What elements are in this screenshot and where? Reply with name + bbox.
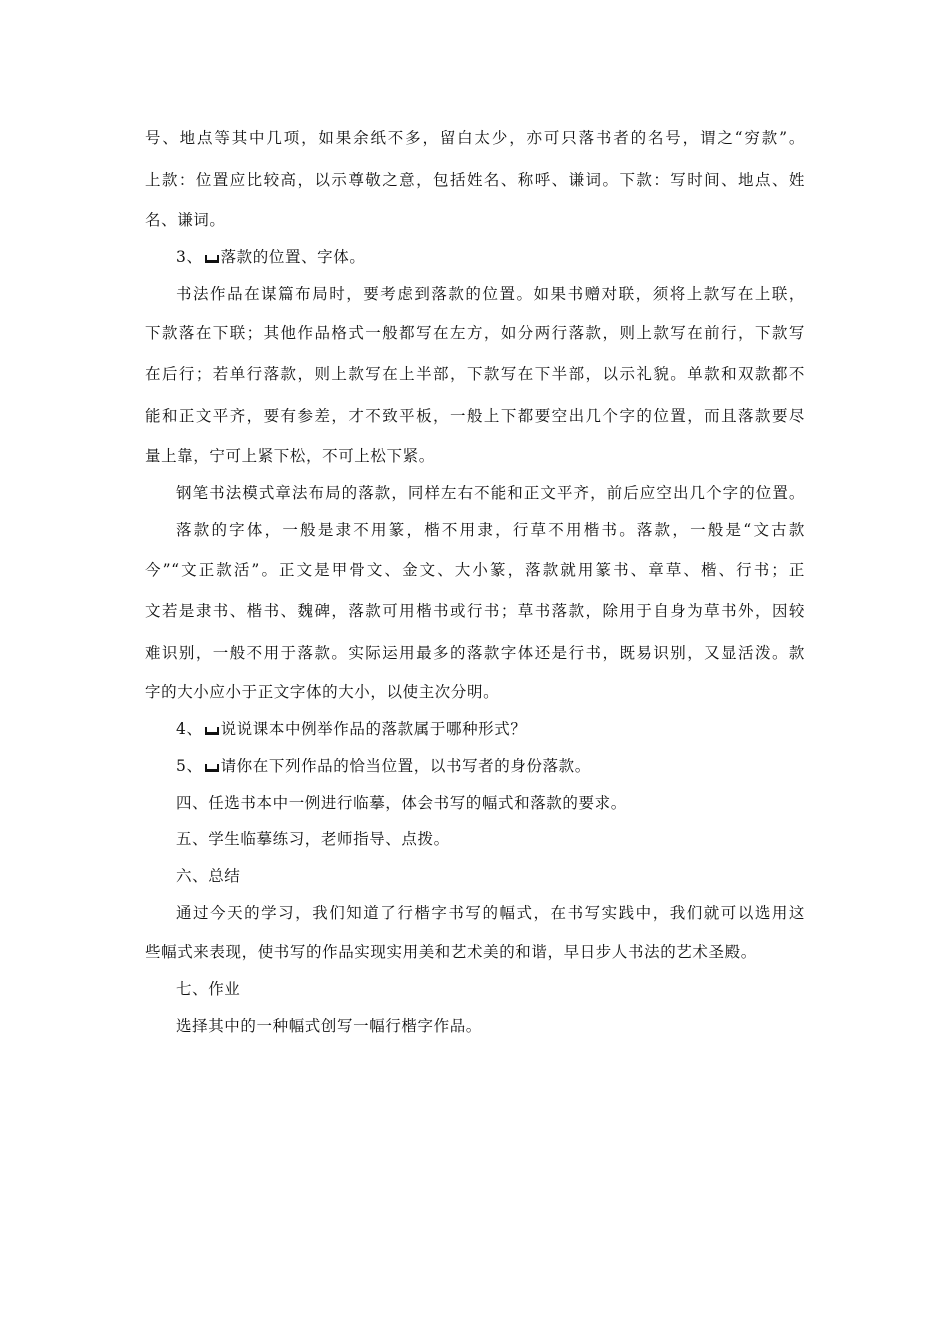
paragraph-line: 书法作品在谋篇布局时，要考虑到落款的位置。如果书赠对联，须将上款写在上联， bbox=[176, 285, 805, 303]
paragraph-line: 钢笔书法模式章法布局的落款，同样左右不能和正文平齐，前后应空出几个字的位置。 bbox=[176, 484, 805, 502]
paragraph-line: 下款落在下联；其他作品格式一般都写在左方，如分两行落款，则上款写在前行，下款写 bbox=[145, 324, 805, 342]
paragraph-line: 号、地点等其中几项，如果余纸不多，留白太少，亦可只落书者的名号，谓之“穷款”。 bbox=[145, 129, 805, 147]
bracket-mark-icon bbox=[205, 764, 219, 772]
list-number: 4、 bbox=[176, 720, 203, 738]
list-item-3 bbox=[176, 247, 805, 267]
paragraph-line: 量上靠，宁可上紧下松，不可上松下紧。 bbox=[145, 447, 435, 465]
bracket-mark-icon bbox=[205, 255, 219, 263]
paragraph-line: 文若是隶书、楷书、魏碑，落款可用楷书或行书；草书落款，除用于自身为草书外，因较 bbox=[145, 602, 805, 620]
paragraph-line: 选择其中的一种幅式创写一幅行楷字作品。 bbox=[176, 1017, 482, 1035]
section-heading-7: 七、作业 bbox=[176, 980, 241, 998]
paragraph-line: 能和正文平齐，要有参差，才不致平板，一般上下都要空出几个字的位置，而且落款要尽 bbox=[145, 407, 805, 425]
section-heading-5: 五、学生临摹练习，老师指导、点拨。 bbox=[176, 830, 450, 848]
section-heading-6: 六、总结 bbox=[176, 867, 241, 885]
paragraph-line: 落款的字体，一般是隶不用篆，楷不用隶，行草不用楷书。落款，一般是“文古款 bbox=[176, 521, 805, 539]
paragraph-line: 名、谦词。 bbox=[145, 211, 226, 229]
list-item-5 bbox=[176, 756, 805, 776]
list-number: 5、 bbox=[176, 757, 203, 775]
section-heading-4: 四、任选书本中一例进行临摹，体会书写的幅式和落款的要求。 bbox=[176, 794, 627, 812]
list-item-4 bbox=[176, 719, 805, 739]
list-text: 落款的位置、字体。 bbox=[220, 248, 366, 266]
list-text: 说说课本中例举作品的落款属于哪种形式？ bbox=[220, 720, 527, 738]
paragraph-line: 通过今天的学习，我们知道了行楷字书写的幅式，在书写实践中，我们就可以选用这 bbox=[176, 904, 805, 922]
paragraph-line: 些幅式来表现，使书写的作品实现实用美和艺术美的和谐，早日步人书法的艺术圣殿。 bbox=[145, 943, 757, 961]
paragraph-line: 难识别，一般不用于落款。实际运用最多的落款字体还是行书，既易识别，又显活泼。款 bbox=[145, 644, 805, 662]
paragraph-line: 上款：位置应比较高，以示尊敬之意，包括姓名、称呼、谦词。下款：写时间、地点、姓 bbox=[145, 171, 805, 189]
paragraph-line: 字的大小应小于正文字体的大小，以使主次分明。 bbox=[145, 683, 500, 701]
list-number: 3、 bbox=[176, 248, 203, 266]
bracket-mark-icon bbox=[205, 727, 219, 735]
paragraph-line: 今”“文正款活”。正文是甲骨文、金文、大小篆，落款就用篆书、章草、楷、行书；正 bbox=[145, 561, 805, 579]
list-text: 请你在下列作品的恰当位置，以书写者的身份落款。 bbox=[220, 757, 591, 775]
paragraph-line: 在后行；若单行落款，则上款写在上半部，下款写在下半部，以示礼貌。单款和双款都不 bbox=[145, 365, 805, 383]
